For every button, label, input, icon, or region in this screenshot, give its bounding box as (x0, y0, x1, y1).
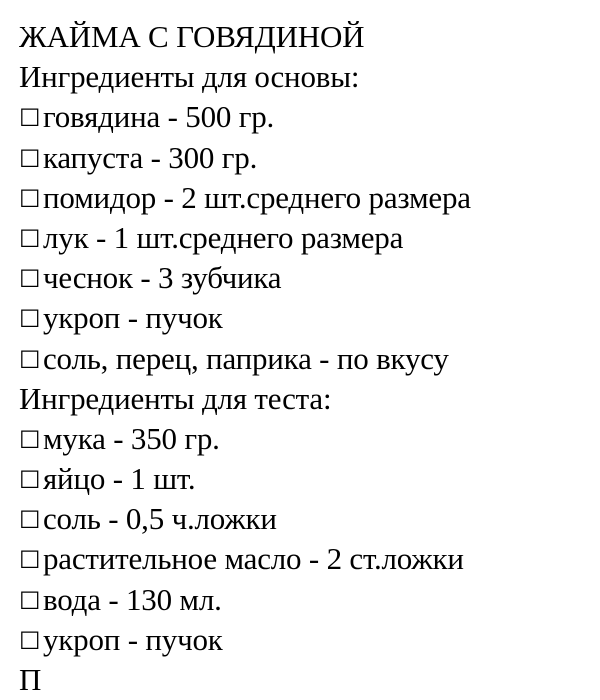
ingredient-item (19, 138, 600, 178)
checkbox-icon[interactable]: ☐ (19, 144, 41, 173)
ingredient-item (19, 298, 600, 338)
checkbox-icon[interactable]: ☐ (19, 425, 41, 454)
section-heading-base: Ингредиенты для основы: (19, 59, 360, 95)
ingredient-label: помидор - 2 шт.среднего размера (43, 179, 471, 215)
checkbox-icon[interactable]: ☐ (19, 224, 41, 253)
checkbox-icon[interactable]: ☐ (19, 345, 41, 374)
cutoff-text-line: П (19, 662, 42, 697)
ingredient-item (19, 97, 600, 137)
ingredient-item (19, 620, 600, 660)
checkbox-icon[interactable]: ☐ (19, 305, 41, 334)
checkbox-icon[interactable]: ☐ (19, 626, 41, 655)
ingredient-label: укроп - пучок (43, 300, 223, 336)
ingredient-item (19, 419, 600, 459)
ingredient-label: говядина - 500 гр. (43, 99, 275, 135)
ingredient-item (19, 499, 600, 539)
ingredient-label: растительное масло - 2 ст.ложки (43, 541, 464, 577)
ingredient-label: вода - 130 мл. (43, 581, 222, 617)
checkbox-icon[interactable]: ☐ (19, 586, 41, 615)
ingredient-item (19, 178, 600, 218)
ingredient-item (19, 459, 600, 499)
ingredient-item (19, 339, 600, 379)
checkbox-icon[interactable]: ☐ (19, 104, 41, 133)
recipe-document (19, 17, 600, 700)
ingredient-label: мука - 350 гр. (43, 420, 220, 456)
section-heading-dough: Ингредиенты для теста: (19, 380, 332, 416)
ingredient-label: лук - 1 шт.среднего размера (43, 219, 404, 255)
ingredient-label: чеснок - 3 зубчика (43, 260, 282, 296)
ingredient-label: яйцо - 1 шт. (43, 461, 196, 497)
checkbox-icon[interactable]: ☐ (19, 466, 41, 495)
checkbox-icon[interactable]: ☐ (19, 546, 41, 575)
ingredient-label: соль - 0,5 ч.ложки (43, 501, 277, 537)
ingredient-item (19, 539, 600, 579)
recipe-title: ЖАЙМА С ГОВЯДИНОЙ (19, 19, 365, 54)
ingredient-label: соль, перец, паприка - по вкусу (43, 340, 449, 376)
checkbox-icon[interactable]: ☐ (19, 506, 41, 535)
checkbox-icon[interactable]: ☐ (19, 265, 41, 294)
ingredient-item (19, 218, 600, 258)
ingredient-label: капуста - 300 гр. (43, 139, 258, 175)
ingredient-item (19, 258, 600, 298)
checkbox-icon[interactable]: ☐ (19, 184, 41, 213)
ingredient-item (19, 580, 600, 620)
ingredient-label: укроп - пучок (43, 621, 223, 657)
